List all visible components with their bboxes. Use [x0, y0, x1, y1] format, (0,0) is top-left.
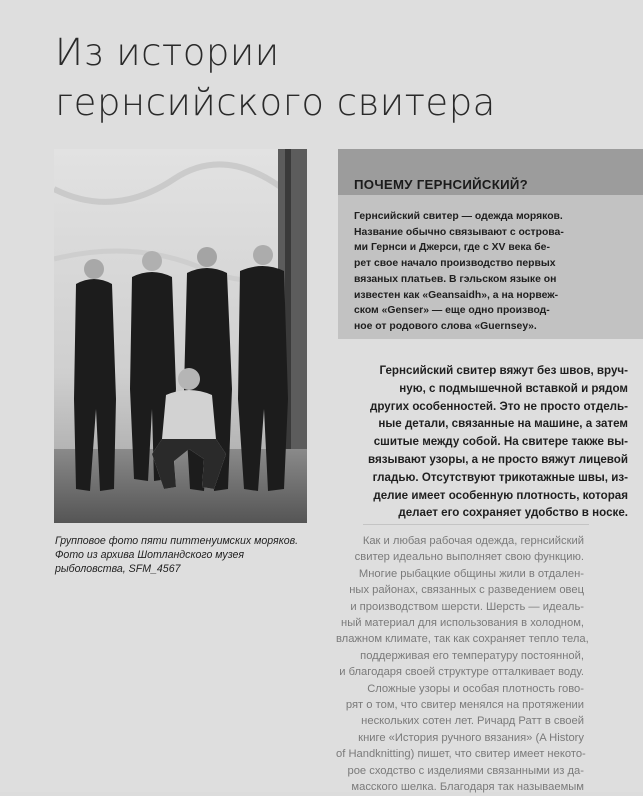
body-line: Сложные узоры и особая плотность гово-: [367, 682, 584, 695]
body-line: и благодаря своей структуре отталкивает воду.: [339, 666, 584, 679]
body-line: ных районах, связанных с разведением овец: [349, 584, 584, 597]
lead-line: ную, с подмышечной вставкой и рядом: [399, 381, 628, 395]
body-line: влажном климате, так как сохраняет тепло тела,: [336, 633, 589, 646]
caption-line: Групповое фото пяти питтенуимских моряков.: [55, 535, 299, 547]
sailors-photo: [54, 149, 307, 523]
sidebar-line: известен как «Geansaidh», а на норвеж-: [354, 289, 559, 301]
lead-line: делает его сохраняет удобство в носке.: [398, 506, 628, 520]
sidebar-line: Гернсийский свитер — одежда моряков.: [354, 211, 563, 222]
body-line: масского шелка. Благодаря так называемым: [351, 781, 584, 794]
body-line: рое сходство с изделиями связанными из да-: [347, 764, 584, 777]
sidebar-line: Название обычно связывают с острова-: [354, 226, 564, 238]
body-line: рят о том, что свитер менялся на протяжении: [345, 699, 584, 712]
sidebar-line: вязаных платьев. В гэльском языке он: [354, 273, 557, 285]
body-line: книге «История ручного вязания» (A History: [358, 731, 584, 744]
body-text: [336, 533, 589, 796]
body-line: ный материал для использования в холодном,: [341, 617, 584, 630]
caption-line: Фото из архива Шотландского музея: [55, 549, 245, 561]
body-line: поддерживая его температуру постоянной,: [360, 649, 584, 662]
body-line: Многие рыбацкие общины жили в отдален-: [358, 567, 584, 580]
body-line: Как и любая рабочая одежда, гернсийский: [362, 535, 584, 547]
title-line-2: гернсийского свитера: [55, 81, 496, 124]
lead-line: вязывают узоры, а не просто вяжут лицевой: [368, 452, 628, 466]
sidebar-text: [354, 209, 634, 335]
caption-line: рыболовства, SFM_4567: [55, 563, 181, 575]
lead-line: гладью. Отсутствуют трикотажные швы, из-: [372, 470, 628, 484]
sidebar-line: ском «Genser» — еще одно производ-: [354, 305, 550, 317]
lead-paragraph: [336, 362, 628, 522]
body-line: нескольких сотен лет. Ричард Ратт в своей: [361, 715, 584, 728]
body-line: и производством шерсти. Шерсть — идеаль-: [350, 600, 584, 613]
divider: [363, 524, 589, 525]
sailors-photo-image: [54, 149, 307, 523]
sidebar-line: рет свое начало производство первых: [354, 258, 556, 270]
body-line: of Handknitting) пишет, что свитер имеет некото-: [336, 748, 586, 761]
lead-line: ные детали, связанные на машине, а затем: [378, 417, 628, 431]
lead-line: Гернсийский свитер вяжут без швов, вруч-: [379, 364, 628, 377]
page-title: [55, 28, 496, 128]
photo-caption: [55, 534, 305, 576]
lead-line: делие имеет особенную плотность, которая: [373, 488, 628, 502]
sidebar-line: ми Гернси и Джерси, где с XV века бе-: [354, 242, 550, 254]
lead-line: других особенностей. Это не просто отдель-: [369, 399, 628, 413]
sidebar-line: ное от родового слова «Guernsey».: [354, 320, 537, 332]
lead-line: сшитые между собой. На свитере также вы-: [373, 435, 628, 449]
sidebar-heading: ПОЧЕМУ ГЕРНСИЙСКИЙ?: [354, 177, 529, 192]
title-line-1: Из истории: [55, 31, 280, 74]
body-line: свитер идеально выполняет свою функцию.: [354, 551, 584, 564]
